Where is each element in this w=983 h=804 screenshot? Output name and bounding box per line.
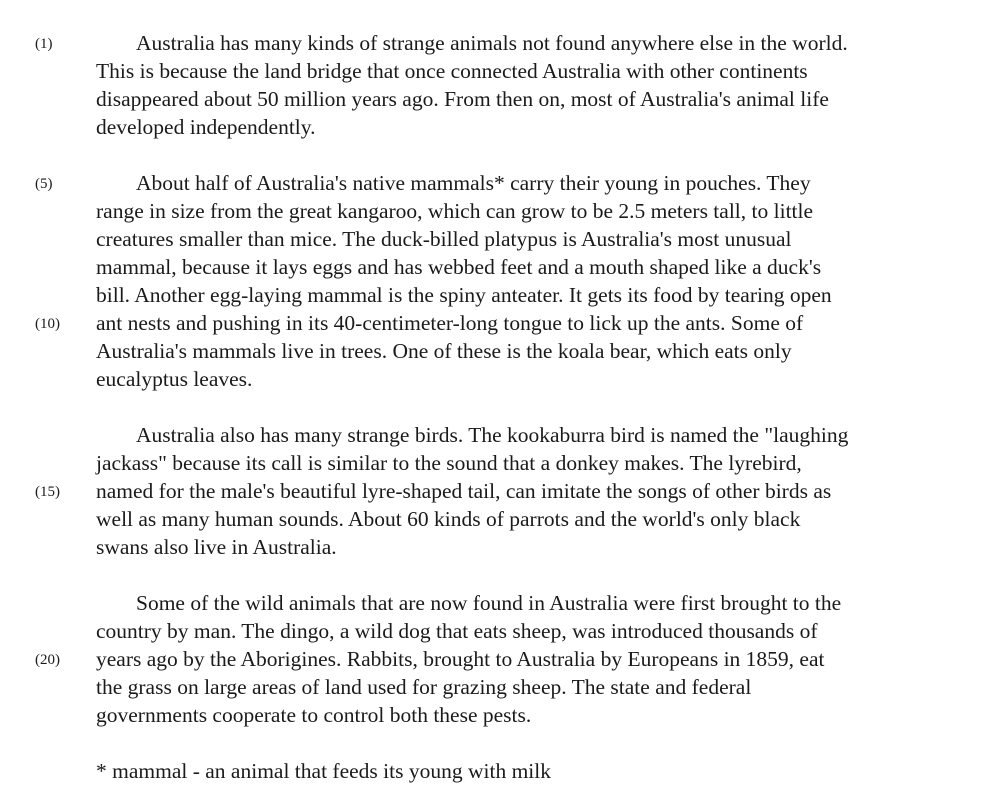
paragraph-line: This is because the land bridge that once connected Australia with other continents <box>96 59 808 83</box>
paragraph-line: creatures smaller than mice. The duck-billed platypus is Australia's most unusual <box>96 227 792 251</box>
paragraph-line: governments cooperate to control both these pests. <box>96 703 532 727</box>
paragraph-line: disappeared about 50 million years ago. From then on, most of Australia's animal life <box>96 87 829 111</box>
paragraph-line: swans also live in Australia. <box>96 535 337 559</box>
paragraph-line: country by man. The dingo, a wild dog that eats sheep, was introduced thousands of <box>96 619 818 643</box>
paragraph-line: well as many human sounds. About 60 kinds of parrots and the world's only black <box>96 507 801 531</box>
paragraph-line: bill. Another egg-laying mammal is the spiny anteater. It gets its food by tearing open <box>96 283 832 307</box>
paragraph-line: years ago by the Aborigines. Rabbits, brought to Australia by Europeans in 1859, eat <box>96 647 825 671</box>
paragraph-line: range in size from the great kangaroo, which can grow to be 2.5 meters tall, to little <box>96 199 814 223</box>
line-number-15: (15) <box>35 484 60 500</box>
paragraph-line: ant nests and pushing in its 40-centimeter-long tongue to lick up the ants. Some of <box>96 311 804 335</box>
paragraph-line: About half of Australia's native mammals* carry their young in pouches. They <box>136 171 811 195</box>
line-number-5: (5) <box>35 176 53 192</box>
paragraph-line: Australia has many kinds of strange animals not found anywhere else in the world. <box>136 31 848 55</box>
paragraph-line: developed independently. <box>96 115 316 139</box>
paragraph-line: named for the male's beautiful lyre-shaped tail, can imitate the songs of other birds as <box>96 479 832 503</box>
footnote: * mammal - an animal that feeds its young with milk <box>96 759 551 783</box>
paragraph-line: eucalyptus leaves. <box>96 367 253 391</box>
line-number-20: (20) <box>35 652 60 668</box>
paragraph-line: Australia's mammals live in trees. One of these is the koala bear, which eats only <box>96 339 792 363</box>
paragraph-line: Some of the wild animals that are now found in Australia were first brought to the <box>136 591 842 615</box>
paragraph-line: mammal, because it lays eggs and has webbed feet and a mouth shaped like a duck's <box>96 255 822 279</box>
line-number-10: (10) <box>35 316 60 332</box>
line-number-1: (1) <box>35 36 53 52</box>
paragraph-line: Australia also has many strange birds. The kookaburra bird is named the "laughing <box>136 423 849 447</box>
paragraph-line: jackass" because its call is similar to the sound that a donkey makes. The lyrebird, <box>96 451 802 475</box>
paragraph-line: the grass on large areas of land used for grazing sheep. The state and federal <box>96 675 752 699</box>
